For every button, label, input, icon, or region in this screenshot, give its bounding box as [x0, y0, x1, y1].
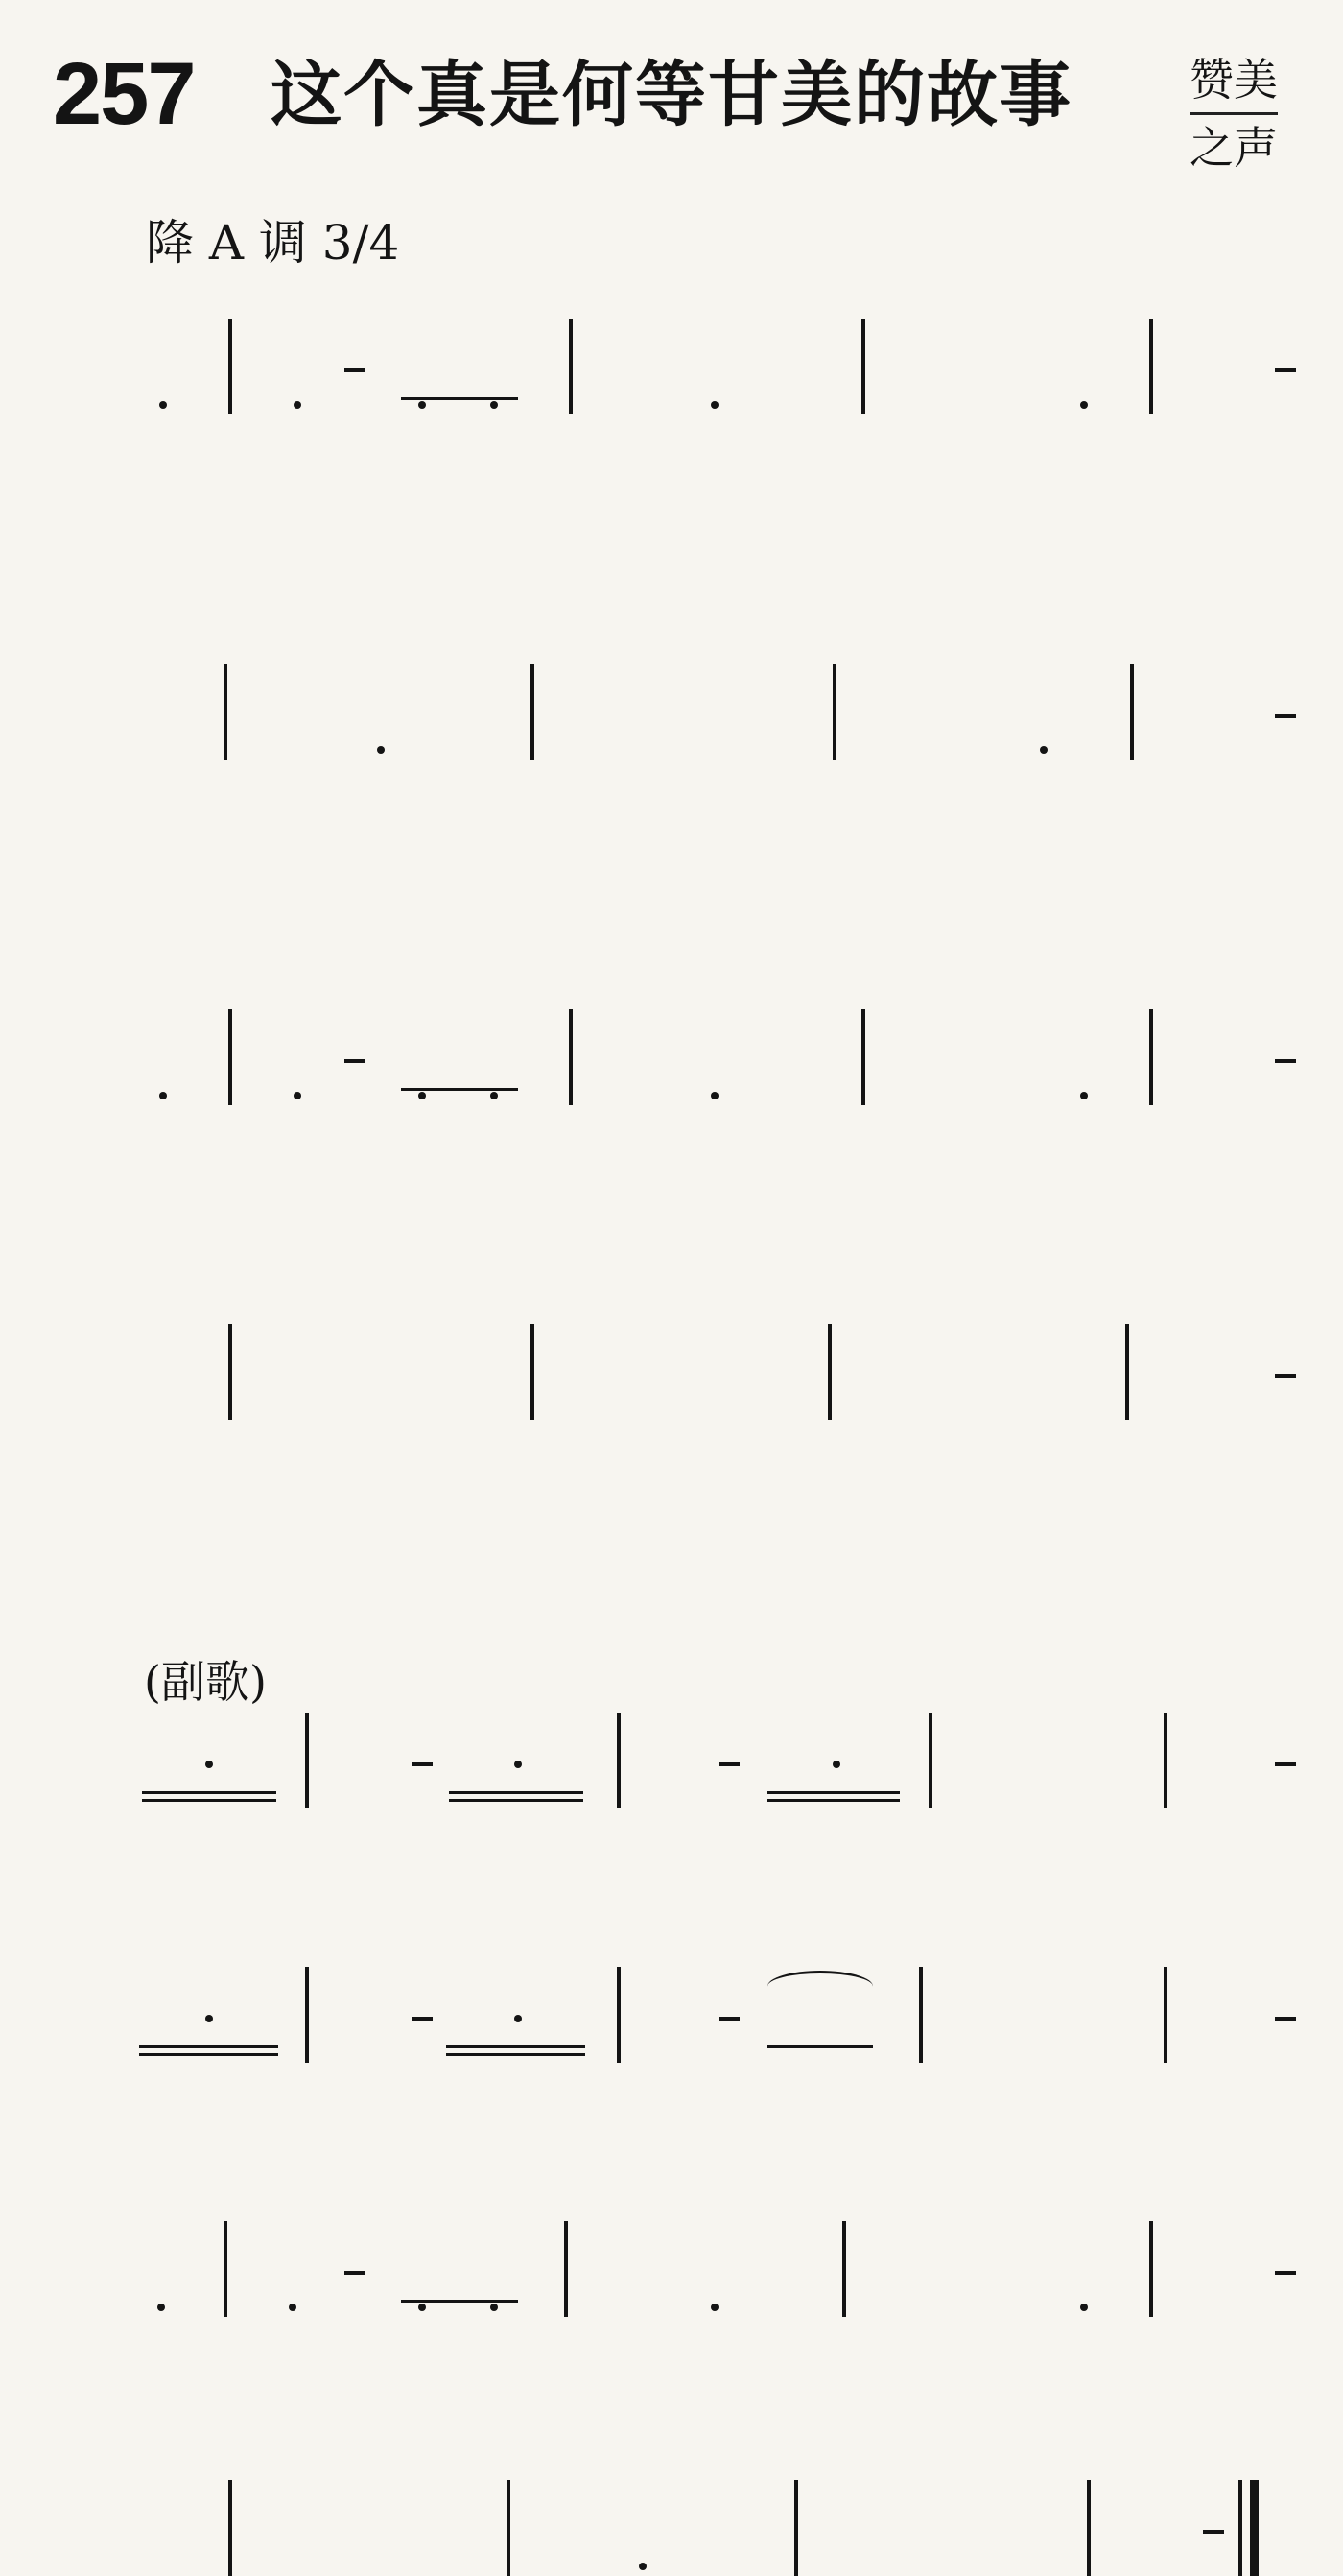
beam-line	[401, 397, 518, 400]
bar-line	[1164, 1713, 1167, 1808]
sustain-dash	[1275, 1762, 1296, 1766]
bar-line	[617, 1967, 621, 2063]
sustain-dash	[344, 2271, 365, 2275]
bar-line	[794, 2480, 798, 2576]
bar-line	[224, 664, 227, 760]
bar-line	[1149, 1009, 1153, 1105]
sustain-dash	[1275, 1374, 1296, 1378]
octave-dot	[159, 1092, 167, 1099]
beam-line	[401, 1088, 518, 1091]
octave-dot	[157, 2304, 165, 2311]
sustain-dash	[412, 2017, 433, 2021]
bar-line	[228, 319, 232, 414]
bar-line	[1087, 2480, 1091, 2576]
octave-dot	[1080, 401, 1088, 409]
beam-line	[767, 1799, 900, 1802]
beam-line	[142, 1799, 276, 1802]
bar-line	[224, 2221, 227, 2317]
sustain-dash	[412, 1762, 433, 1766]
octave-dot	[490, 1092, 498, 1099]
sustain-dash	[344, 1059, 365, 1063]
chorus-label: (副歌)	[144, 1656, 267, 1708]
bar-line	[1149, 319, 1153, 414]
octave-dot	[490, 401, 498, 409]
beam-line	[142, 1791, 276, 1794]
dot-duration	[833, 1761, 840, 1768]
dot-duration	[514, 2015, 522, 2022]
dot-duration	[205, 2015, 213, 2022]
hymn-number: 257	[53, 45, 195, 143]
sustain-dash	[1275, 714, 1296, 718]
octave-dot	[490, 2304, 498, 2311]
beam-line	[767, 2045, 873, 2048]
bar-line	[305, 1967, 309, 2063]
dot-duration	[514, 1761, 522, 1768]
bar-line	[305, 1713, 309, 1808]
bar-line	[228, 1009, 232, 1105]
sustain-dash	[1275, 1059, 1296, 1063]
bar-line	[861, 319, 865, 414]
bar-line	[861, 1009, 865, 1105]
octave-dot	[1040, 746, 1048, 754]
octave-dot	[418, 401, 426, 409]
octave-dot	[711, 2304, 719, 2311]
beam-line	[767, 1791, 900, 1794]
source-line2: 之声	[1190, 121, 1278, 174]
source-line1: 赞美	[1190, 53, 1278, 115]
bar-line	[1130, 664, 1134, 760]
bar-line	[1125, 1324, 1129, 1420]
octave-dot	[1080, 2304, 1088, 2311]
bar-line	[507, 2480, 510, 2576]
octave-dot	[377, 746, 385, 754]
sustain-dash	[1275, 368, 1296, 372]
sustain-dash	[1203, 2530, 1224, 2534]
beam-line	[449, 1799, 583, 1802]
octave-dot	[418, 2304, 426, 2311]
bar-line	[842, 2221, 846, 2317]
octave-dot	[711, 401, 719, 409]
hymn-title: 这个真是何等甘美的故事	[271, 54, 1072, 136]
beam-line	[139, 2053, 278, 2056]
octave-dot	[294, 401, 301, 409]
octave-dot	[294, 1092, 301, 1099]
bar-line	[1164, 1967, 1167, 2063]
bar-line	[617, 1713, 621, 1808]
sustain-dash	[1275, 2271, 1296, 2275]
beam-line	[449, 1791, 583, 1794]
octave-dot	[1080, 1092, 1088, 1099]
final-bar-thin	[1238, 2480, 1242, 2576]
beam-line	[446, 2045, 585, 2048]
octave-dot	[289, 2304, 296, 2311]
bar-line	[228, 1324, 232, 1420]
octave-dot	[711, 1092, 719, 1099]
sustain-dash	[344, 368, 365, 372]
sustain-dash	[719, 2017, 740, 2021]
beam-line	[446, 2053, 585, 2056]
bar-line	[828, 1324, 832, 1420]
bar-line	[569, 1009, 573, 1105]
bar-line	[919, 1967, 923, 2063]
octave-dot	[639, 2563, 647, 2570]
bar-line	[530, 1324, 534, 1420]
final-bar-thick	[1250, 2480, 1259, 2576]
bar-line	[569, 319, 573, 414]
bar-line	[564, 2221, 568, 2317]
key-signature: 降 A 调 3/4	[146, 215, 400, 271]
bar-line	[833, 664, 836, 760]
octave-dot	[159, 401, 167, 409]
source-label	[1190, 53, 1278, 176]
bar-line	[530, 664, 534, 760]
tie-arc	[767, 1971, 873, 2002]
beam-line	[139, 2045, 278, 2048]
sustain-dash	[719, 1762, 740, 1766]
dot-duration	[205, 1761, 213, 1768]
bar-line	[929, 1713, 932, 1808]
beam-line	[401, 2300, 518, 2303]
octave-dot	[418, 1092, 426, 1099]
bar-line	[228, 2480, 232, 2576]
bar-line	[1149, 2221, 1153, 2317]
sustain-dash	[1275, 2017, 1296, 2021]
